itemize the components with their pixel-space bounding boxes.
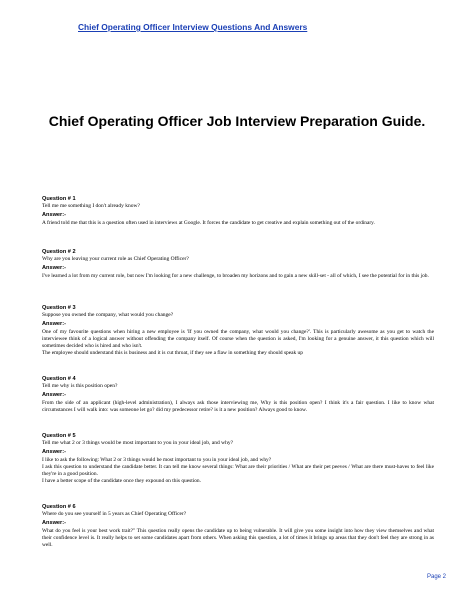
question-number: Question # 1 bbox=[42, 196, 76, 202]
question-block-3 bbox=[42, 305, 434, 357]
answer-text bbox=[42, 400, 434, 414]
answer-text bbox=[42, 220, 434, 227]
answer-paragraph: From the side of an applicant (high-level administration), I always ask those interviewing me, Why is this position open? I think it's a fair question. I like to know what circumstances I will walk into: was someone let go? did my predecessor retire? is it a new position? Always good to know. bbox=[42, 399, 434, 413]
answer-paragraph: What do you feel is your best work trait?" This question really opens the candidate up to being vulnerable. It will give you some insight into how they view themselves and what their confidence level is. It really helps to set some candidates apart from others. When asking this question, a lot of times it brings up areas that they don't feel they are strong in as well. bbox=[42, 527, 434, 548]
answer-paragraph: I like to ask the following: What 2 or 3 things would be most important to you in your ideal job, and why? bbox=[42, 456, 272, 463]
answer-text bbox=[42, 273, 434, 280]
question-block-4 bbox=[42, 376, 434, 414]
document-title: Chief Operating Officer Job Interview Preparation Guide. bbox=[48, 113, 426, 129]
answer-label: Answer:- bbox=[42, 264, 66, 271]
answer-text bbox=[42, 457, 434, 485]
answer-paragraph: I have a better scope of the candidate once they expound on this question. bbox=[42, 477, 201, 484]
answer-paragraph: The employee should understand this is business and it is cut throat, if they see a flaw in something they should speak up bbox=[42, 349, 303, 356]
header-title-link[interactable]: Chief Operating Officer Interview Questions And Answers bbox=[78, 22, 308, 32]
question-text: Tell me me something I don't already know? bbox=[42, 203, 140, 209]
question-text: Tell me why is this position open? bbox=[42, 383, 118, 389]
question-text: Why are you leaving your current role as Chief Operating Officer? bbox=[42, 256, 189, 262]
question-number: Question # 6 bbox=[42, 504, 76, 510]
answer-label: Answer:- bbox=[42, 211, 66, 218]
question-number: Question # 2 bbox=[42, 249, 76, 255]
question-number: Question # 5 bbox=[42, 433, 76, 439]
question-text: Tell me what 2 or 3 things would be most important to you in your ideal job, and why? bbox=[42, 440, 234, 446]
answer-label: Answer:- bbox=[42, 391, 66, 398]
answer-text bbox=[42, 528, 434, 549]
answer-paragraph: I ask this question to understand the candidate better. It can tell me know several things: What are their priorities / What are their pet peeves / What are there must-haves to feel like they're in a good position. bbox=[42, 463, 434, 477]
answer-text bbox=[42, 329, 434, 357]
question-block-6 bbox=[42, 504, 434, 549]
answer-paragraph: I've learned a lot from my current role, but now I'm looking for a new challenge, to broaden my horizons and to gain a new skill-set - all of which, I see the potential for in this job. bbox=[42, 272, 429, 279]
question-number: Question # 4 bbox=[42, 376, 76, 382]
question-number: Question # 3 bbox=[42, 305, 76, 311]
answer-paragraph: One of my favourite questions when hiring a new employee is 'If you owned the company, what would you change?'. This is particularly awesome as you get to watch the interviewee think of a logical answer without offending the company itself. Of course when the question is asked, I'm looking for a genuine answer, it this question which will sometimes decided who is hired and who isn't. bbox=[42, 328, 434, 349]
answer-label: Answer:- bbox=[42, 448, 66, 455]
question-text: Suppose you owned the company, what would you change? bbox=[42, 312, 174, 318]
question-text: Where do you see yourself in 5 years as Chief Operating Officer? bbox=[42, 511, 187, 517]
page-number: Page 2 bbox=[427, 574, 447, 580]
question-block-5 bbox=[42, 433, 434, 485]
question-block-2 bbox=[42, 249, 434, 280]
question-block-1 bbox=[42, 196, 434, 227]
answer-paragraph: A friend told me that this is a question often used in interviews at Google. It forces the candidate to get creative and explain something out of the ordinary. bbox=[42, 219, 375, 226]
answer-label: Answer:- bbox=[42, 519, 66, 526]
answer-label: Answer:- bbox=[42, 320, 66, 327]
